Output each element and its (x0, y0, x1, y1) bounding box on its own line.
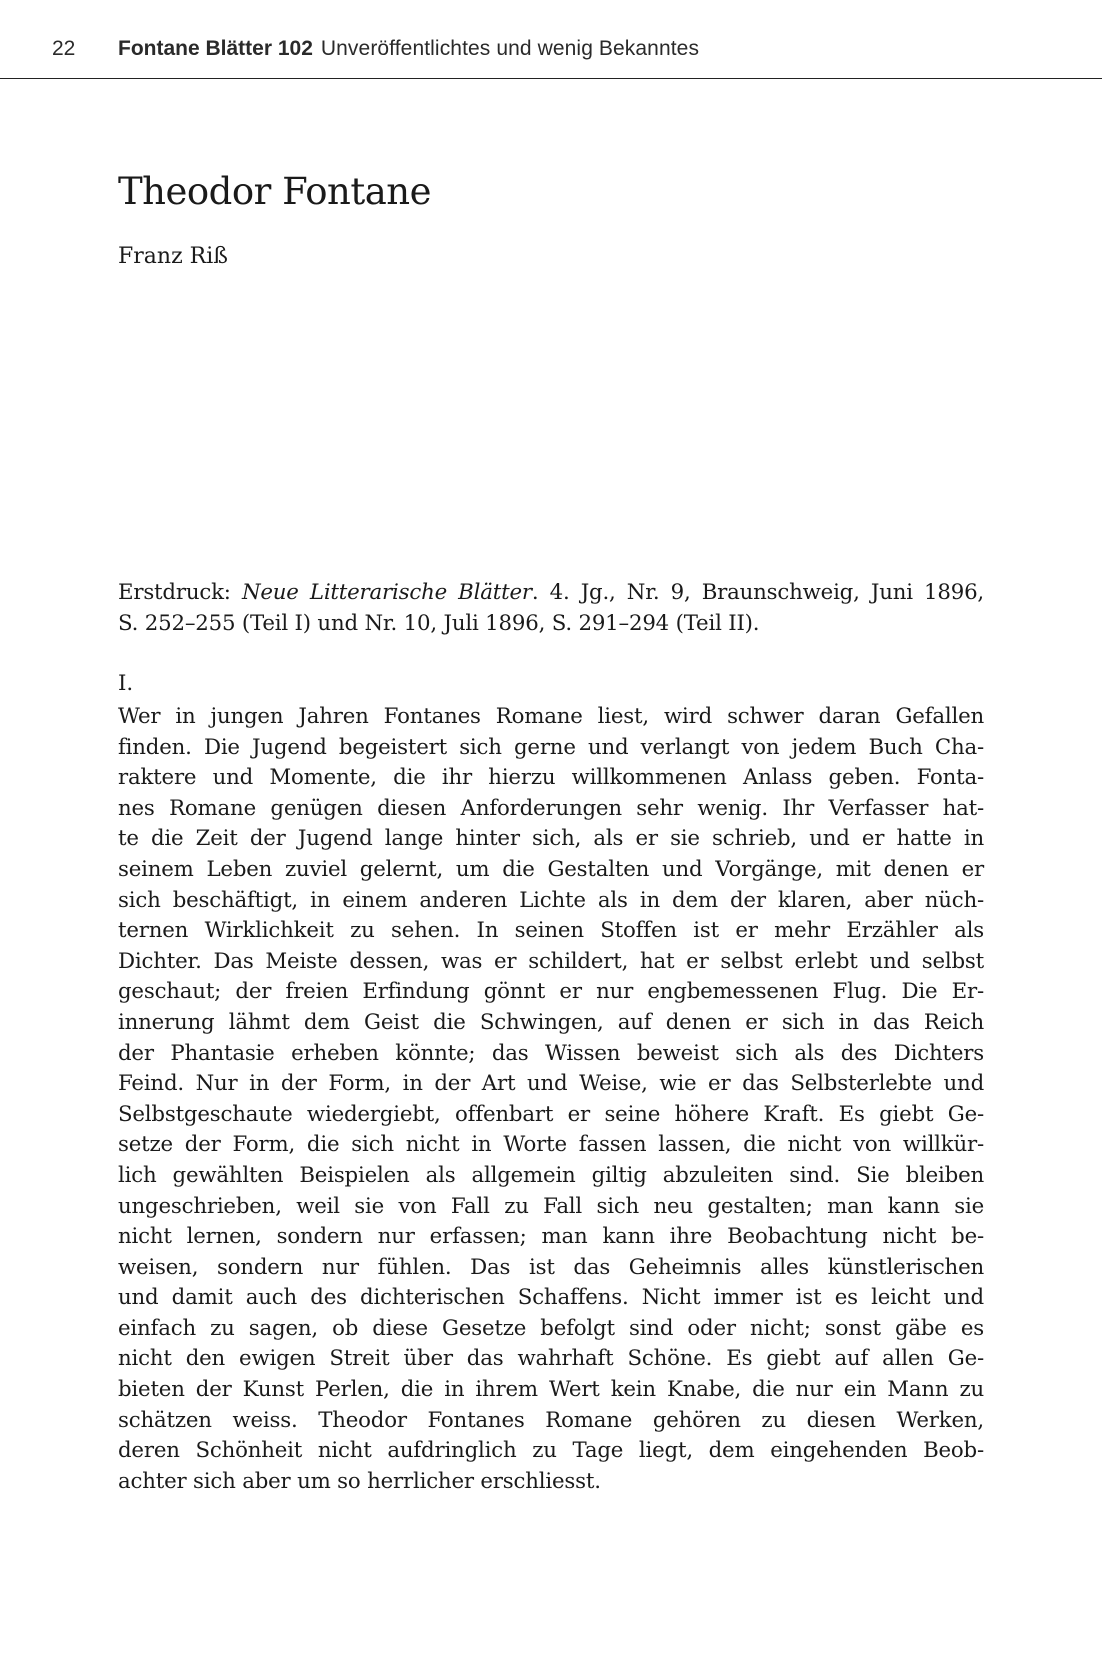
article-title: Theodor Fontane (118, 170, 431, 213)
body-line: Dichter. Das Meiste dessen, was er schildert, hat er selbst erlebt und selbst (118, 948, 984, 974)
body-line: nicht lernen, sondern nur erfassen; man kann ihre Beobachtung nicht be- (118, 1224, 984, 1250)
body-line: setze der Form, die sich nicht in Worte fassen lassen, die nicht von willkür- (118, 1132, 984, 1158)
body-line: nicht den ewigen Streit über das wahrhaft Schöne. Es giebt auf allen Ge- (118, 1346, 984, 1372)
body-line: Selbstgeschaute wiedergiebt, offenbart er seine höhere Kraft. Es giebt Ge- (118, 1101, 984, 1127)
body-line: achter sich aber um so herrlicher erschliesst. (118, 1468, 601, 1494)
body-line: einfach zu sagen, ob diese Gesetze befolgt sind oder nicht; sonst gäbe es (118, 1315, 984, 1341)
body-line: schätzen weiss. Theodor Fontanes Romane gehören zu diesen Werken, (118, 1407, 984, 1433)
journal-name: Fontane Blätter 102 (118, 37, 313, 60)
body-line: sich beschäftigt, in einem anderen Lichte als in dem der klaren, aber nüch- (118, 887, 984, 913)
body-line: finden. Die Jugend begeistert sich gerne und verlangt von jedem Buch Cha- (118, 734, 984, 760)
first-print-note (118, 578, 984, 639)
author-name: Franz Riß (118, 244, 228, 269)
journal-line (118, 37, 699, 61)
first-print-line-1 (118, 578, 984, 609)
body-line: deren Schönheit nicht aufdringlich zu Tage liegt, dem eingehenden Beob- (118, 1438, 984, 1464)
body-line: innerung lähmt dem Geist die Schwingen, auf denen er sich in das Reich (118, 1009, 984, 1035)
body-line: bieten der Kunst Perlen, die in ihrem Wert kein Knabe, die nur ein Mann zu (118, 1377, 984, 1403)
body-line: ungeschrieben, weil sie von Fall zu Fall sich neu gestalten; man kann sie (118, 1193, 984, 1219)
first-print-line-2: S. 252–255 (Teil I) und Nr. 10, Juli 1896, S. 291–294 (Teil II). (118, 610, 760, 636)
body-line: nes Romane genügen diesen Anforderungen sehr wenig. Ihr Verfasser hat- (118, 795, 984, 821)
body-line: raktere und Momente, die ihr hierzu willkommenen Anlass geben. Fonta- (118, 765, 984, 791)
body-line: seinem Leben zuviel gelernt, um die Gestalten und Vorgänge, mit denen er (118, 856, 984, 882)
section-name: Unveröffentlichtes und wenig Bekanntes (320, 37, 700, 60)
body-text (118, 702, 984, 1497)
body-line: te die Zeit der Jugend lange hinter sich, als er sie schrieb, und er hatte in (118, 826, 984, 852)
first-print-label: Erstdruck: (118, 580, 242, 605)
first-print-details: . 4. Jg., Nr. 9, Braunschweig, Juni 1896, (531, 580, 984, 605)
body-line: geschaut; der freien Erfindung gönnt er nur engbemessenen Flug. Die Er- (118, 979, 984, 1005)
body-line: weisen, sondern nur fühlen. Das ist das Geheimnis alles künstlerischen (118, 1254, 984, 1280)
body-line: Feind. Nur in der Form, in der Art und Weise, wie er das Selbsterlebte und (118, 1071, 984, 1097)
first-print-source: Neue Litterarische Blätter (241, 580, 532, 605)
body-line: lich gewählten Beispielen als allgemein giltig abzuleiten sind. Sie bleiben (118, 1162, 984, 1188)
running-header (0, 0, 1102, 79)
page-number: 22 (52, 37, 76, 60)
body-line: und damit auch des dichterischen Schaffens. Nicht immer ist es leicht und (118, 1285, 984, 1311)
body-line: der Phantasie erheben könnte; das Wissen beweist sich als des Dichters (118, 1040, 984, 1066)
section-heading: I. (118, 671, 134, 696)
body-line: Wer in jungen Jahren Fontanes Romane liest, wird schwer daran Gefallen (118, 704, 984, 729)
body-line: ternen Wirklichkeit zu sehen. In seinen Stoffen ist er mehr Erzähler als (118, 918, 984, 944)
